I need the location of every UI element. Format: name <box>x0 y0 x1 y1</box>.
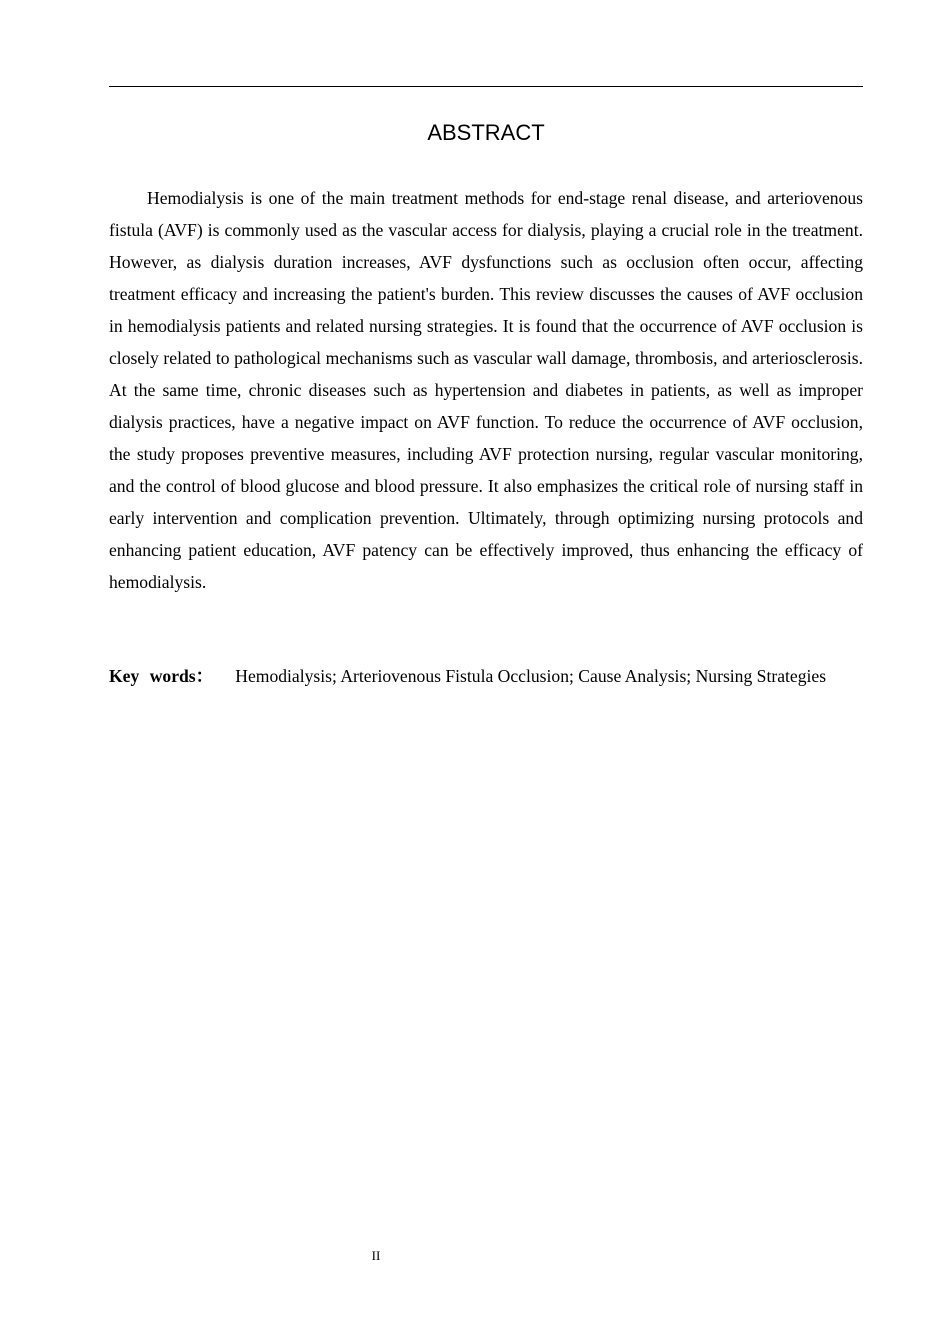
keywords-text: Hemodialysis; Arteriovenous Fistula Occlusion; Cause Analysis; Nursing Strategies <box>235 666 827 686</box>
page-number: II <box>371 1248 381 1263</box>
abstract-body: Hemodialysis is one of the main treatment methods for end-stage renal disease, and arteriovenous fistula (AVF) is commonly used as the vascular access for dialysis, playing a crucial role in the treatment. However, as dialysis duration increases, AVF dysfunctions such as occlusion often occur, affecting treatment efficacy and increasing the patient's burden. This review discusses the causes of AVF occlusion in hemodialysis patients and related nursing strategies. It is found that the occurrence of AVF occlusion is closely related to pathological mechanisms such as vascular wall damage, thrombosis, and arteriosclerosis. At the same time, chronic diseases such as hypertension and diabetes in patients, as well as improper dialysis practices, have a negative impact on AVF function. To reduce the occurrence of AVF occlusion, the study proposes preventive measures, including AVF protection nursing, regular vascular monitoring, and the control of blood glucose and blood pressure. It also emphasizes the critical role of nursing staff in early intervention and complication prevention. Ultimately, through optimizing nursing protocols and enhancing patient education, AVF patency can be effectively improved, thus enhancing the efficacy of hemodialysis. <box>109 188 863 592</box>
keywords-label: Key words <box>109 666 196 686</box>
keywords-line <box>109 665 863 687</box>
keywords-separator: ： <box>195 666 214 686</box>
header-rule <box>109 86 863 87</box>
abstract-title: ABSTRACT <box>427 120 545 145</box>
